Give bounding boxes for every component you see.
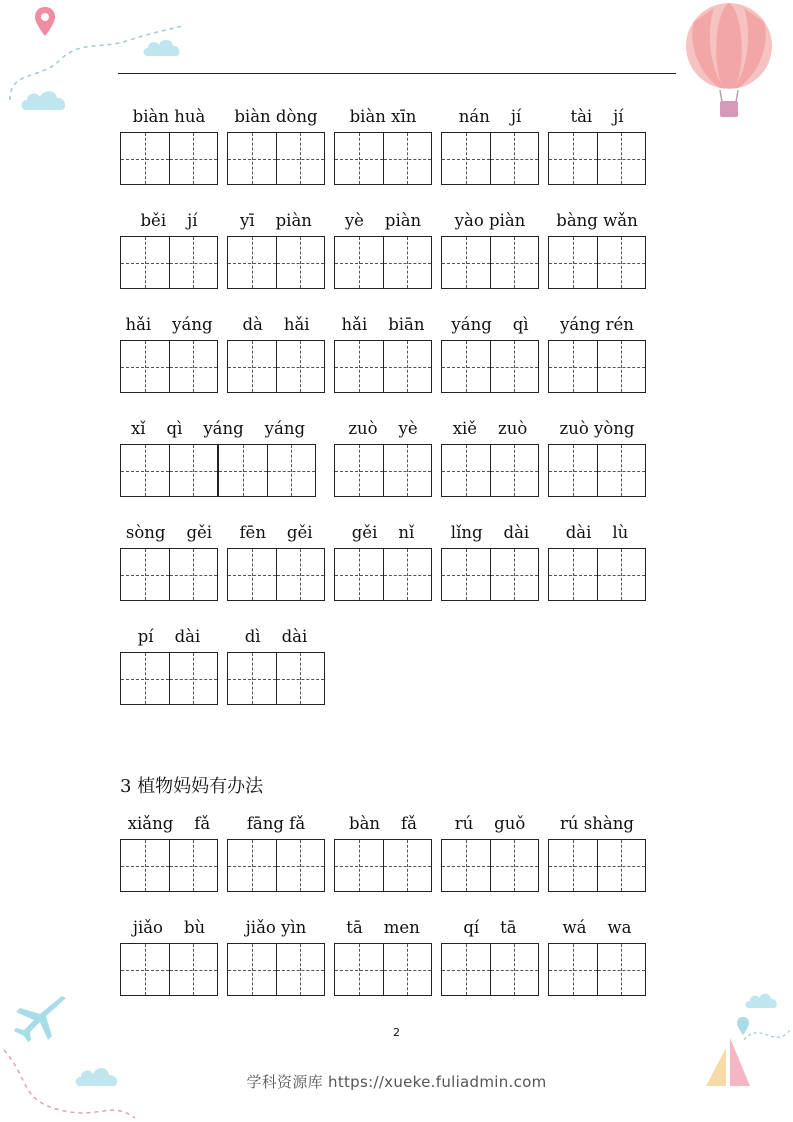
tianzige-grid[interactable] [548,236,646,289]
tianzige-cell[interactable] [169,549,218,600]
tianzige-cell[interactable] [442,549,490,600]
tianzige-cell[interactable] [597,840,646,891]
tianzige-cell[interactable] [267,445,316,496]
tianzige-grid[interactable] [548,548,646,601]
cloud-icon [142,36,184,58]
pinyin-label: bàn fǎ [349,814,417,833]
tianzige-cell[interactable] [383,549,432,600]
tianzige-cell[interactable] [121,133,169,184]
pinyin-label: hǎi biān [341,315,425,334]
tianzige-cell[interactable] [490,944,539,995]
pinyin-label: nán jí [458,107,522,126]
tianzige-cell[interactable] [442,840,490,891]
tianzige-cell[interactable] [597,944,646,995]
pinyin-label: biàn dòng [234,107,318,126]
tianzige-grid[interactable] [227,132,325,185]
tianzige-cell[interactable] [169,237,218,288]
header-rule [118,73,676,74]
tianzige-cell[interactable] [121,653,169,704]
tianzige-grid[interactable] [227,236,325,289]
tianzige-cell[interactable] [490,133,539,184]
pinyin-label: wá wa [562,918,632,937]
tianzige-cell[interactable] [442,341,490,392]
tianzige-cell[interactable] [228,341,276,392]
tianzige-cell[interactable] [490,237,539,288]
page-number: 2 [393,1026,400,1039]
tianzige-cell[interactable] [383,133,432,184]
tianzige-grid[interactable] [334,132,432,185]
tianzige-cell[interactable] [276,341,325,392]
tianzige-grid[interactable] [334,444,432,497]
tianzige-cell[interactable] [335,944,383,995]
tianzige-cell[interactable] [121,445,169,496]
tianzige-cell[interactable] [169,840,218,891]
tianzige-cell[interactable] [597,237,646,288]
pinyin-label: rú guǒ [454,814,526,833]
tianzige-grid[interactable] [120,548,218,601]
pinyin-label: tài jí [570,107,624,126]
tianzige-grid[interactable] [334,236,432,289]
tianzige-cell[interactable] [335,237,383,288]
pinyin-label: dà hǎi [242,315,310,334]
tianzige-cell[interactable] [228,840,276,891]
tianzige-cell[interactable] [383,341,432,392]
tianzige-cell[interactable] [276,549,325,600]
pinyin-label: běi jí [140,211,198,230]
tianzige-grid[interactable] [548,132,646,185]
pinyin-label: dài lù [565,523,629,542]
tianzige-cell[interactable] [228,133,276,184]
tianzige-cell[interactable] [442,944,490,995]
tianzige-cell[interactable] [597,445,646,496]
tianzige-grid[interactable] [120,652,218,705]
tianzige-cell[interactable] [442,445,490,496]
pinyin-label: tā men [346,918,420,937]
pinyin-label: yào piàn [454,211,526,230]
tianzige-cell[interactable] [169,133,218,184]
pinyin-label: jiǎo bù [132,918,206,937]
pinyin-label: jiǎo yìn [245,918,307,937]
tianzige-grid[interactable] [120,444,218,497]
tianzige-cell[interactable] [549,840,597,891]
pinyin-label: xǐ qì yáng yáng [130,419,306,438]
tianzige-grid[interactable] [548,444,646,497]
tianzige-cell[interactable] [121,944,169,995]
tianzige-cell[interactable] [490,549,539,600]
tianzige-grid[interactable] [120,132,218,185]
pinyin-label: fēn gěi [239,523,313,542]
tianzige-grid[interactable] [334,548,432,601]
tianzige-cell[interactable] [549,341,597,392]
pinyin-label: biàn huà [132,107,206,126]
section-title: 3 植物妈妈有办法 [120,776,264,797]
tianzige-cell[interactable] [276,237,325,288]
tianzige-grid[interactable] [441,444,539,497]
pinyin-label: rú shàng [560,814,634,833]
tianzige-grid[interactable] [227,839,325,892]
tianzige-cell[interactable] [597,341,646,392]
tianzige-cell[interactable] [219,445,267,496]
tianzige-cell[interactable] [169,944,218,995]
tianzige-cell[interactable] [228,237,276,288]
tianzige-grid[interactable] [227,652,325,705]
tianzige-cell[interactable] [121,549,169,600]
pinyin-label: pí dài [137,627,201,646]
tianzige-cell[interactable] [335,549,383,600]
cloud-icon [20,86,72,112]
pinyin-label: zuò yè [348,419,418,438]
tianzige-grid[interactable] [334,340,432,393]
hot-air-balloon-icon [684,2,774,124]
tianzige-cell[interactable] [490,341,539,392]
tianzige-grid[interactable] [227,548,325,601]
tianzige-cell[interactable] [276,653,325,704]
tianzige-cell[interactable] [228,653,276,704]
pinyin-label: lǐng dài [450,523,530,542]
tianzige-cell[interactable] [335,133,383,184]
pinyin-label: yè piàn [344,211,422,230]
tianzige-grid[interactable] [441,943,539,996]
tianzige-cell[interactable] [228,944,276,995]
pinyin-label: xiǎng fǎ [127,814,211,833]
footer-source: 学科资源库 https://xueke.fuliadmin.com [246,1073,547,1091]
tianzige-cell[interactable] [490,840,539,891]
tianzige-cell[interactable] [335,445,383,496]
tianzige-cell[interactable] [121,341,169,392]
tianzige-cell[interactable] [549,549,597,600]
tianzige-cell[interactable] [442,237,490,288]
pinyin-label: bàng wǎn [556,211,638,230]
tianzige-grid[interactable] [441,839,539,892]
pinyin-label: qí tā [463,918,517,937]
pinyin-label: fāng fǎ [246,814,306,833]
cloud-icon [744,990,780,1010]
tianzige-grid[interactable] [218,444,316,497]
tianzige-cell[interactable] [383,840,432,891]
tianzige-grid[interactable] [548,340,646,393]
tianzige-cell[interactable] [549,445,597,496]
tianzige-cell[interactable] [276,840,325,891]
tianzige-grid[interactable] [120,340,218,393]
tianzige-cell[interactable] [383,445,432,496]
pinyin-label: zuò yòng [559,419,635,438]
tianzige-cell[interactable] [549,944,597,995]
tianzige-cell[interactable] [276,133,325,184]
pinyin-label: biàn xīn [349,107,417,126]
tianzige-grid[interactable] [334,839,432,892]
tianzige-cell[interactable] [549,237,597,288]
tianzige-cell[interactable] [383,944,432,995]
tianzige-grid[interactable] [441,548,539,601]
pinyin-label: dì dài [244,627,308,646]
pinyin-label: sòng gěi [125,523,213,542]
tianzige-grid[interactable] [548,943,646,996]
tianzige-grid[interactable] [441,340,539,393]
pinyin-label: xiě zuò [452,419,528,438]
pinyin-label: gěi nǐ [351,523,415,542]
tianzige-cell[interactable] [121,840,169,891]
tianzige-cell[interactable] [597,133,646,184]
tianzige-cell[interactable] [549,133,597,184]
tianzige-grid[interactable] [227,340,325,393]
tianzige-cell[interactable] [442,133,490,184]
tianzige-grid[interactable] [441,236,539,289]
tianzige-cell[interactable] [228,549,276,600]
tianzige-cell[interactable] [597,549,646,600]
pinyin-label: yī piàn [240,211,312,230]
tianzige-grid[interactable] [334,943,432,996]
tianzige-grid[interactable] [441,132,539,185]
pinyin-label: yáng rén [560,315,634,334]
tianzige-cell[interactable] [169,341,218,392]
tianzige-cell[interactable] [276,944,325,995]
tianzige-grid[interactable] [120,839,218,892]
tianzige-cell[interactable] [121,237,169,288]
tianzige-grid[interactable] [120,943,218,996]
tianzige-cell[interactable] [169,445,218,496]
tianzige-grid[interactable] [548,839,646,892]
tianzige-cell[interactable] [490,445,539,496]
tianzige-grid[interactable] [120,236,218,289]
tianzige-grid[interactable] [227,943,325,996]
pinyin-label: hǎi yáng [125,315,213,334]
pinyin-label: yáng qì [451,315,529,334]
tianzige-cell[interactable] [383,237,432,288]
tianzige-cell[interactable] [335,840,383,891]
tianzige-cell[interactable] [169,653,218,704]
tianzige-cell[interactable] [335,341,383,392]
